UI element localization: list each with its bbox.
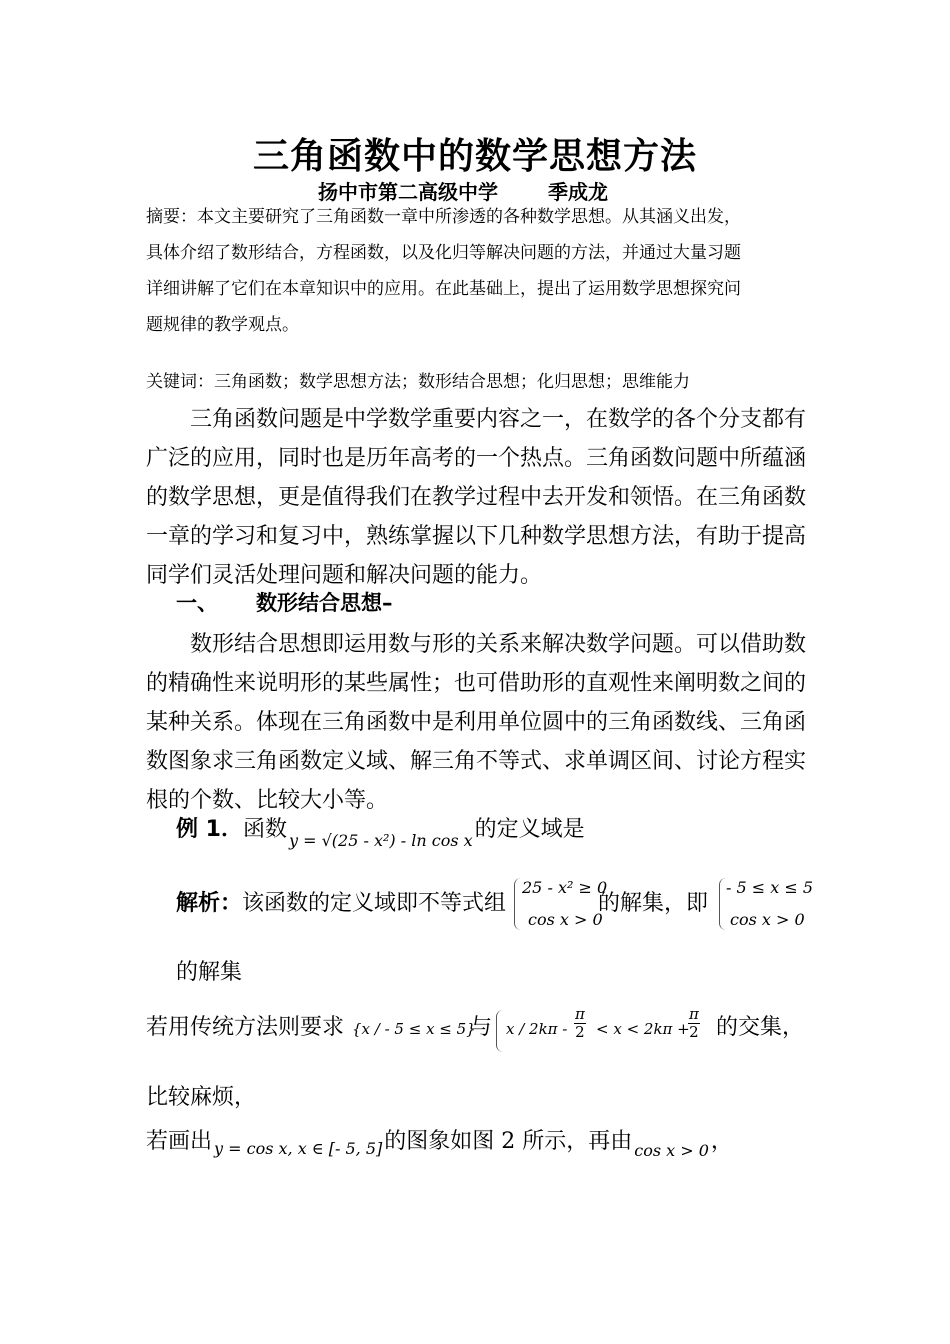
paragraph-line: 广泛的应用，同时也是历年高考的一个热点。三角函数问题中所蕴涵 bbox=[146, 446, 807, 471]
paragraph-line: 的数学思想，更是值得我们在教学过程中去开发和领悟。在三角函数 bbox=[146, 485, 807, 510]
paragraph-line: 同学们灵活处理问题和解决问题的能力。 bbox=[146, 563, 543, 588]
section-number: 一、 bbox=[176, 591, 218, 615]
solution-text: 该函数的定义域即不等式组 bbox=[242, 891, 507, 916]
page-title: 三角函数中的数学思想方法 bbox=[252, 136, 697, 177]
example-text-after: 的定义域是 bbox=[474, 817, 585, 842]
abstract bbox=[146, 199, 810, 343]
abstract-line: 题规律的教学观点。 bbox=[146, 315, 299, 335]
paragraph-line: 某种关系。体现在三角函数中是利用单位圆中的三角函数线、三角函 bbox=[146, 710, 807, 735]
graph-text: 若画出 bbox=[146, 1129, 213, 1154]
graph-line bbox=[146, 1124, 733, 1160]
abstract-line: 详细讲解了它们在本章知识中的应用。在此基础上，提出了运用数学思想探究问 bbox=[146, 279, 741, 299]
set-2-mid: < x < 2kπ + bbox=[596, 1020, 690, 1038]
set-1: {x / - 5 ≤ x ≤ 5} bbox=[352, 1020, 476, 1038]
fraction-denominator: 2 bbox=[689, 1023, 699, 1041]
graph-formula: y = cos x, x ∈ [- 5, 5] bbox=[214, 1139, 383, 1158]
paragraph-line: 三角函数问题是中学数学重要内容之一，在数学的各个分支都有 bbox=[146, 407, 807, 432]
trouble-text: 比较麻烦， bbox=[146, 1085, 257, 1110]
system-brace bbox=[719, 878, 726, 930]
paragraph-line: 数图象求三角函数定义域、解三角不等式、求单调区间、讨论方程实 bbox=[146, 749, 807, 774]
fraction-2 bbox=[688, 1006, 700, 1041]
solution-continuation: 的解集 bbox=[176, 960, 243, 985]
example-label: 例 1． bbox=[176, 817, 243, 842]
author-name: 季成龙 bbox=[548, 180, 608, 204]
inequality-system-1a: 25 - x² ≥ 0 bbox=[522, 878, 608, 897]
solution-text: 的解集，即 bbox=[598, 891, 709, 916]
section-title: 数形结合思想– bbox=[256, 591, 393, 615]
abstract-line: 具体介绍了数形结合，方程函数，以及化归等解决问题的方法，并通过大量习题 bbox=[146, 243, 741, 263]
fraction-1 bbox=[574, 1006, 586, 1041]
paragraph-line: 一章的学习和复习中，熟练掌握以下几种数学思想方法，有助于提高 bbox=[146, 524, 807, 549]
inequality-system-2a: - 5 ≤ x ≤ 5 bbox=[726, 878, 814, 897]
example-1 bbox=[176, 812, 585, 850]
keywords: 关键词：三角函数；数学思想方法；数形结合思想；化归思想；思维能力 bbox=[146, 372, 690, 392]
set-brace-left bbox=[496, 1010, 503, 1052]
fraction-numerator: π bbox=[689, 1005, 699, 1023]
abstract-line: 摘要：本文主要研究了三角函数一章中所渗透的各种数学思想。从其涵义出发， bbox=[146, 207, 741, 227]
graph-formula-2: cos x > 0 bbox=[634, 1141, 709, 1160]
intersection-text: 的交集， bbox=[716, 1015, 805, 1040]
graph-text-2: 的图象如图 2 所示，再由 bbox=[384, 1129, 633, 1154]
solution-line bbox=[176, 886, 708, 917]
school-name: 扬中市第二高级中学 bbox=[318, 180, 498, 204]
section-heading bbox=[176, 587, 393, 617]
paragraph-line: 的精确性来说明形的某些属性；也可借助形的直观性来阐明数之间的 bbox=[146, 671, 807, 696]
paragraph-line: 数形结合思想即运用数与形的关系来解决数学问题。可以借助数 bbox=[146, 632, 807, 657]
section1-paragraph bbox=[146, 625, 810, 820]
and-text: 与 bbox=[470, 1015, 493, 1040]
system-brace bbox=[514, 878, 521, 930]
inequality-system-1b: cos x > 0 bbox=[528, 910, 603, 929]
set-2-prefix: x / 2kπ - bbox=[506, 1020, 568, 1038]
fraction-denominator: 2 bbox=[575, 1023, 585, 1041]
example-formula: y = √(25 - x²) - ln cos x bbox=[288, 831, 473, 850]
intro-paragraph bbox=[146, 400, 810, 595]
traditional-method-text: 若用传统方法则要求 bbox=[146, 1015, 345, 1040]
fraction-numerator: π bbox=[575, 1005, 585, 1023]
solution-label: 解析： bbox=[176, 891, 243, 916]
example-text: 函数 bbox=[242, 817, 287, 842]
graph-text-3: ， bbox=[710, 1129, 733, 1154]
paragraph-line: 根的个数、比较大小等。 bbox=[146, 788, 389, 813]
inequality-system-2b: cos x > 0 bbox=[730, 910, 805, 929]
